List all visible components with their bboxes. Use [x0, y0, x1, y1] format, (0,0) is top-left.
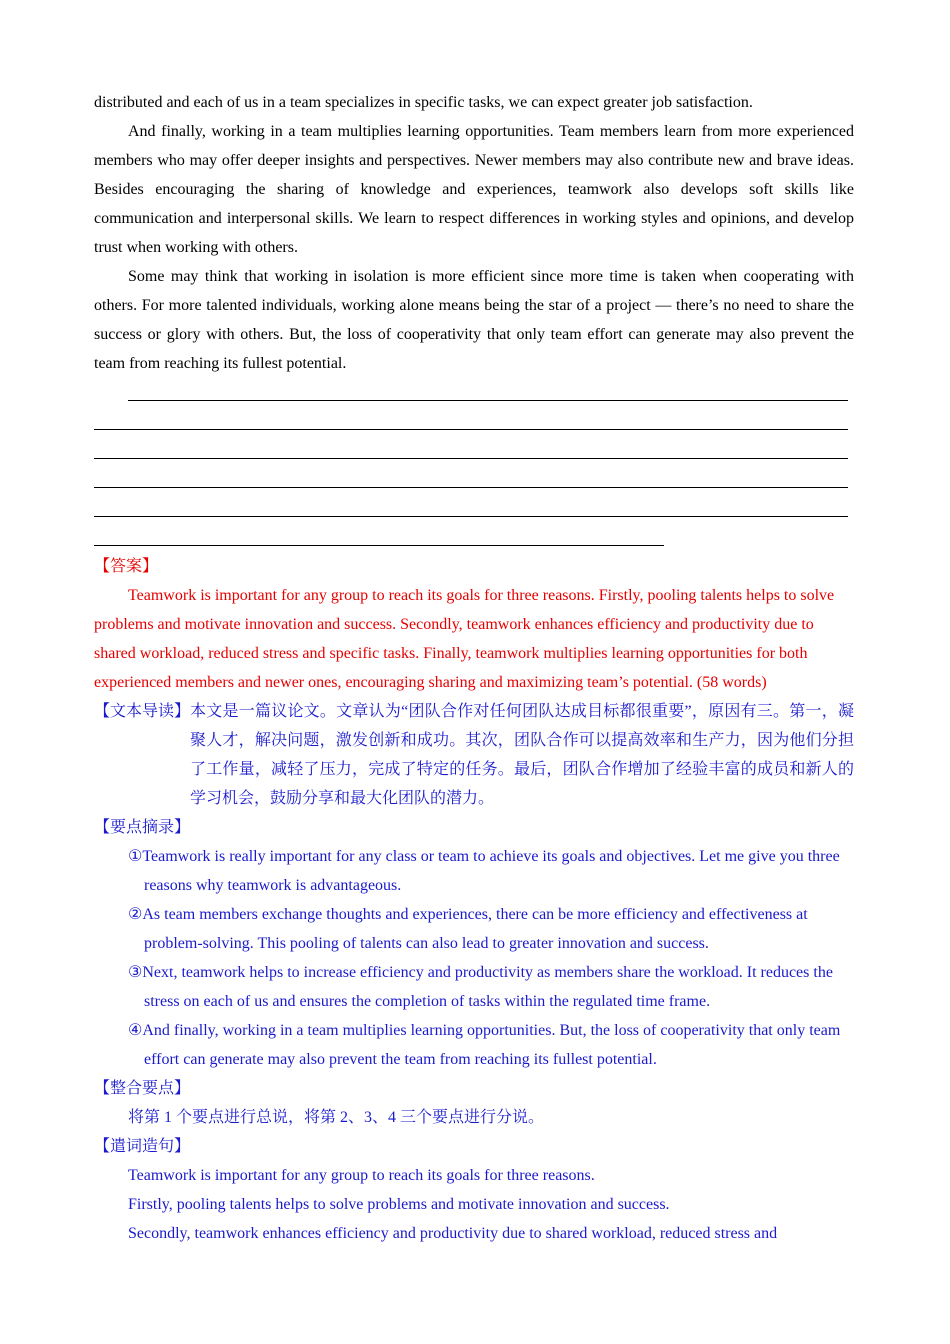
passage-paragraph-3: And finally, working in a team multiplies learning opportunities. Team members learn from more experienced members who may offer deeper insights and perspectives. Newer members may also contribute new and brave ideas. Besides encouraging the sharing of knowledge and experiences, teamwork also develops soft skills like communication and interpersonal skills. We learn to respect differences in working styles and opinions, and develop trust when working with others. [94, 123, 854, 256]
wording-line: Secondly, teamwork enhances efficiency and productivity due to shared workload, reduced stress and [128, 1225, 778, 1242]
passage-paragraph-4: Some may think that working in isolation is more efficient since more time is taken when cooperating with others. For more talented individuals, working alone means being the star of a project — there’s no need to share the success or glory with others. But, the loss of cooperativity that only team effort can generate may also prevent the team from reaching its fullest potential. [94, 268, 854, 372]
answer-line [94, 378, 854, 407]
answer-line [94, 494, 854, 523]
key-point-item: ③Next, teamwork helps to increase efficiency and productivity as members share the workload. It reduces the stress on each of us and ensures the completion of tasks within the regulated time frame. [128, 964, 833, 1010]
key-point-item: ①Teamwork is really important for any class or team to achieve its goals and objectives. Let me give you three reasons why teamwork is advantageous. [128, 848, 840, 894]
answer-line [94, 407, 854, 436]
answer-line [94, 436, 854, 465]
wording-label: 【遣词造句】 [94, 1138, 191, 1155]
answer-text: Teamwork is important for any group to reach its goals for three reasons. Firstly, pooling talents helps to solve problems and motivate innovation and success. Secondly, teamwork enhances efficiency and productivity due to shared workload, reduced stress and specific tasks. Finally, teamwork multiplies learning opportunities for both experienced members and newer ones, encouraging sharing and maximizing team’s potential. (58 words) [94, 587, 835, 691]
text-guide [94, 697, 854, 813]
key-point-item: ④And finally, working in a team multiplies learning opportunities. But, the loss of cooperativity that only team effort can generate may also prevent the team from reaching its fullest potential. [128, 1022, 841, 1068]
answer-line [94, 523, 854, 552]
document-page [94, 88, 854, 1248]
wording-line: Teamwork is important for any group to reach its goals for three reasons. [128, 1167, 595, 1184]
summary-writing-area[interactable] [94, 378, 854, 552]
answer-line [94, 465, 854, 494]
guide-label: 【文本导读】 [94, 703, 191, 720]
wording-line: Firstly, pooling talents helps to solve problems and motivate innovation and success. [128, 1196, 670, 1213]
passage-continuation: distributed and each of us in a team specializes in specific tasks, we can expect greater job satisfaction. [94, 94, 753, 111]
key-point-item: ②As team members exchange thoughts and experiences, there can be more efficiency and effectiveness at problem-solving. This pooling of talents can also lead to greater innovation and success. [128, 906, 808, 952]
guide-text: 本文是一篇议论文。文章认为“团队合作对任何团队达成目标都很重要”，原因有三。第一，凝聚人才，解决问题，激发创新和成功。其次，团队合作可以提高效率和生产力，因为他们分担了工作量，减轻了压力，完成了特定的任务。最后，团队合作增加了经验丰富的成员和新人的学习机会，鼓励分享和最大化团队的潜力。 [190, 703, 854, 807]
key-points-label: 【要点摘录】 [94, 819, 191, 836]
integrate-text: 将第 1 个要点进行总说，将第 2、3、4 三个要点进行分说。 [128, 1109, 545, 1126]
answer-label: 【答案】 [94, 558, 159, 575]
integrate-label: 【整合要点】 [94, 1080, 191, 1097]
